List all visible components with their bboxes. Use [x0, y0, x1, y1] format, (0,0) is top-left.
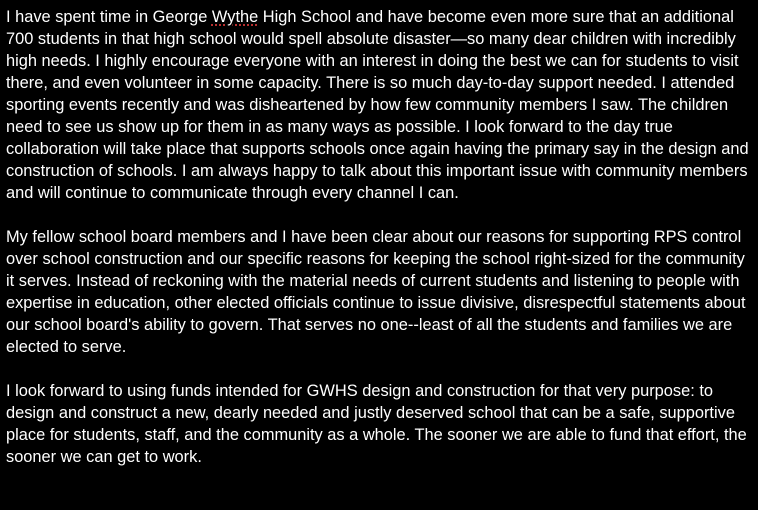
paragraph-1-text-end: High School and have become even more sure that an additional 700 students in that high school would spell absolute disaster—so many dear children with incredibly high needs. I highly encourage everyone with an interest in doing the best we can for students to visit there, and even volunteer in some capacity. There is so much day-to-day support needed. I attended sporting events recently and was disheartened by how few community members I saw. The children need to see us show up for them in as many ways as possible. I look forward to the day true collaboration will take place that supports schools once again having the primary say in the design and construction of schools. I am always happy to talk about this important issue with community members and will continue to communicate through every channel I can. [6, 8, 749, 202]
misspelled-word[interactable]: Wythe [211, 8, 259, 26]
paragraph-3: I look forward to using funds intended for GWHS design and construction for that very purpose: to design and construct a new, dearly needed and justly deserved school that can be a safe, supportive place for students, staff, and the community as a whole. The sooner we are able to fund that effort, the sooner we can get to work. [6, 382, 747, 466]
paragraph-1 [6, 6, 752, 204]
paragraph-1-text-start: I have spent time in George [6, 8, 212, 26]
paragraph-2: My fellow school board members and I have been clear about our reasons for supporting RPS control over school construction and our specific reasons for keeping the school right-sized for the community it serves. Instead of reckoning with the material needs of current students and listening to people with expertise in education, other elected officials continue to issue divisive, disrespectful statements about our school board's ability to govern. That serves no one--least of all the students and families we are elected to serve. [6, 228, 746, 356]
